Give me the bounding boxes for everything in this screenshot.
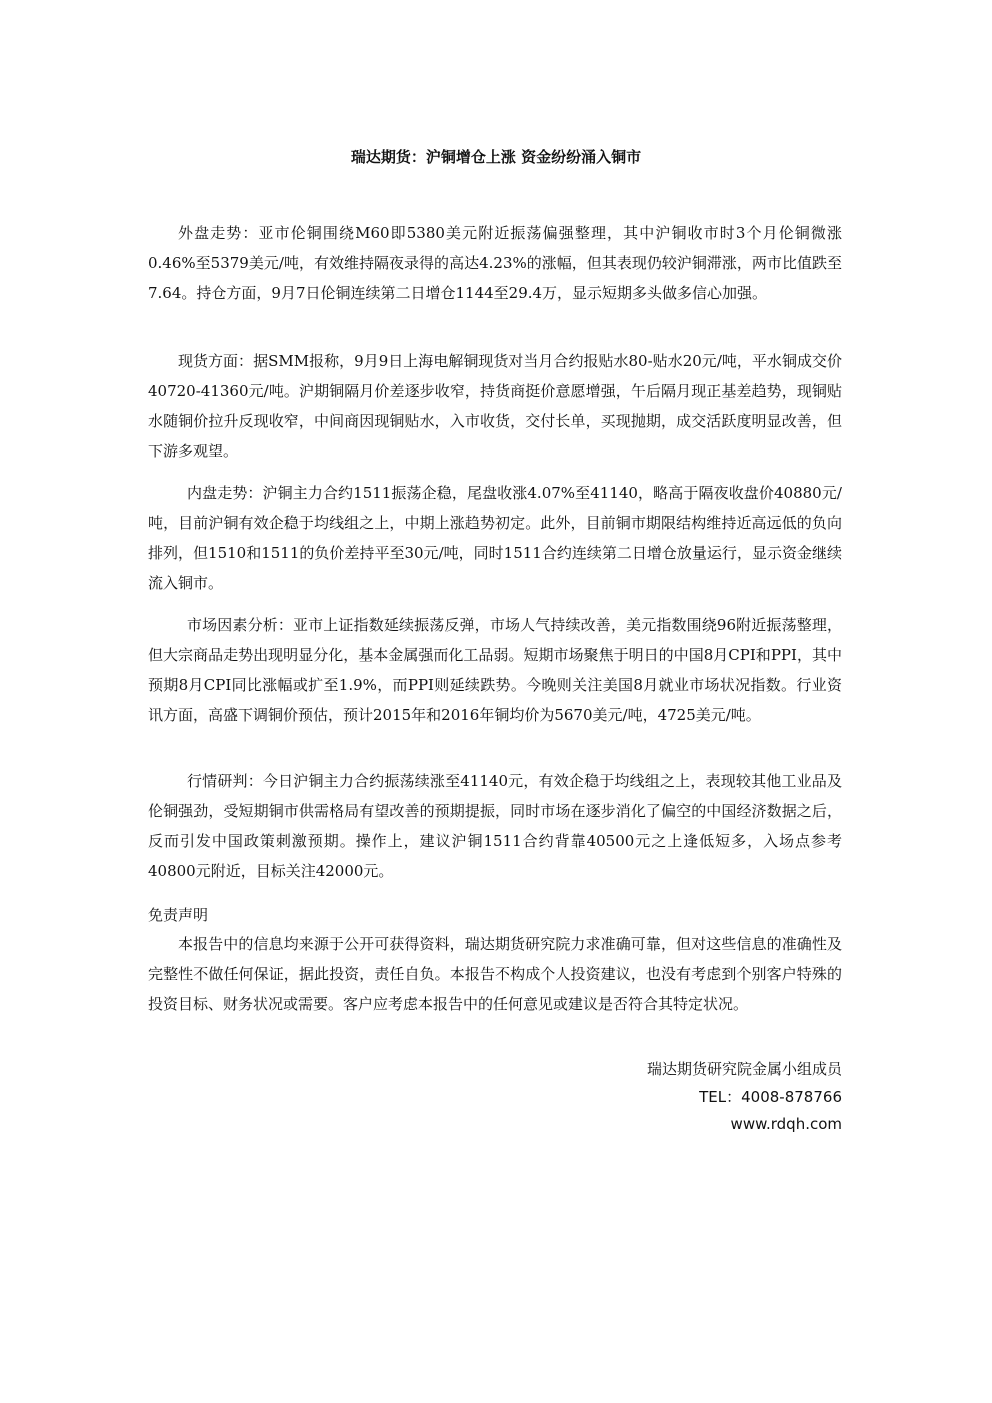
signature-website: www.rdqh.com	[730, 1115, 842, 1133]
paragraph-market-factors: 市场因素分析：亚市上证指数延续振荡反弹，市场人气持续改善，美元指数围绕96附近振荡整理，但大宗商品走势出现明显分化，基本金属强而化工品弱。短期市场聚焦于明日的中国8月CPI和PPI，其中预期8月CPI同比涨幅或扩至1.9%，而PPI则延续跌势。今晚则关注美国8月就业市场状况指数。行业资讯方面，高盛下调铜价预估，预计2015年和2016年铜均价为5670美元/吨，4725美元/吨。	[148, 616, 842, 724]
paragraph-overseas-market: 外盘走势：亚市伦铜围绕M60即5380美元附近振荡偏强整理，其中沪铜收市时3个月伦铜微涨0.46%至5379美元/吨，有效维持隔夜录得的高达4.23%的涨幅，但其表现仍较沪铜滞涨，两市比值跌至7.64。持仓方面，9月7日伦铜连续第二日增仓1144至29.4万，显示短期多头做多信心加强。	[148, 224, 842, 302]
signature-org: 瑞达期货研究院金属小组成员	[646, 1060, 842, 1078]
document-title: 瑞达期货：沪铜增仓上涨 资金纷纷涌入铜市	[350, 148, 642, 166]
disclaimer-text: 本报告中的信息均来源于公开可获得资料，瑞达期货研究院力求准确可靠，但对这些信息的准确性及完整性不做任何保证，据此投资，责任自负。本报告不构成个人投资建议，也没有考虑到个别客户特殊的投资目标、财务状况或需要。客户应考虑本报告中的任何意见或建议是否符合其特定状况。	[148, 935, 842, 1013]
paragraph-spot-market: 现货方面：据SMM报称，9月9日上海电解铜现货对当月合约报贴水80-贴水20元/吨，平水铜成交价40720-41360元/吨。沪期铜隔月价差逐步收窄，持货商挺价意愿增强，午后隔月现正基差趋势，现铜贴水随铜价拉升反现收窄，中间商因现铜贴水，入市收货，交付长单，买现抛期，成交活跃度明显改善，但下游多观望。	[148, 352, 842, 460]
signature-tel: TEL：4008-878766	[699, 1088, 842, 1106]
disclaimer-title: 免责声明	[148, 906, 209, 924]
paragraph-domestic-market: 内盘走势：沪铜主力合约1511振荡企稳，尾盘收涨4.07%至41140，略高于隔夜收盘价40880元/吨，目前沪铜有效企稳于均线组之上，中期上涨趋势初定。此外，目前铜市期限结构维持近高远低的负向排列，但1510和1511的负价差持平至30元/吨，同时1511合约连续第二日增仓放量运行，显示资金继续流入铜市。	[148, 484, 842, 592]
paragraph-outlook: 行情研判：今日沪铜主力合约振荡续涨至41140元，有效企稳于均线组之上，表现较其他工业品及伦铜强劲，受短期铜市供需格局有望改善的预期提振，同时市场在逐步消化了偏空的中国经济数据之后，反而引发中国政策刺激预期。操作上，建议沪铜1511合约背靠40500元之上逢低短多，入场点参考40800元附近，目标关注42000元。	[148, 772, 842, 880]
